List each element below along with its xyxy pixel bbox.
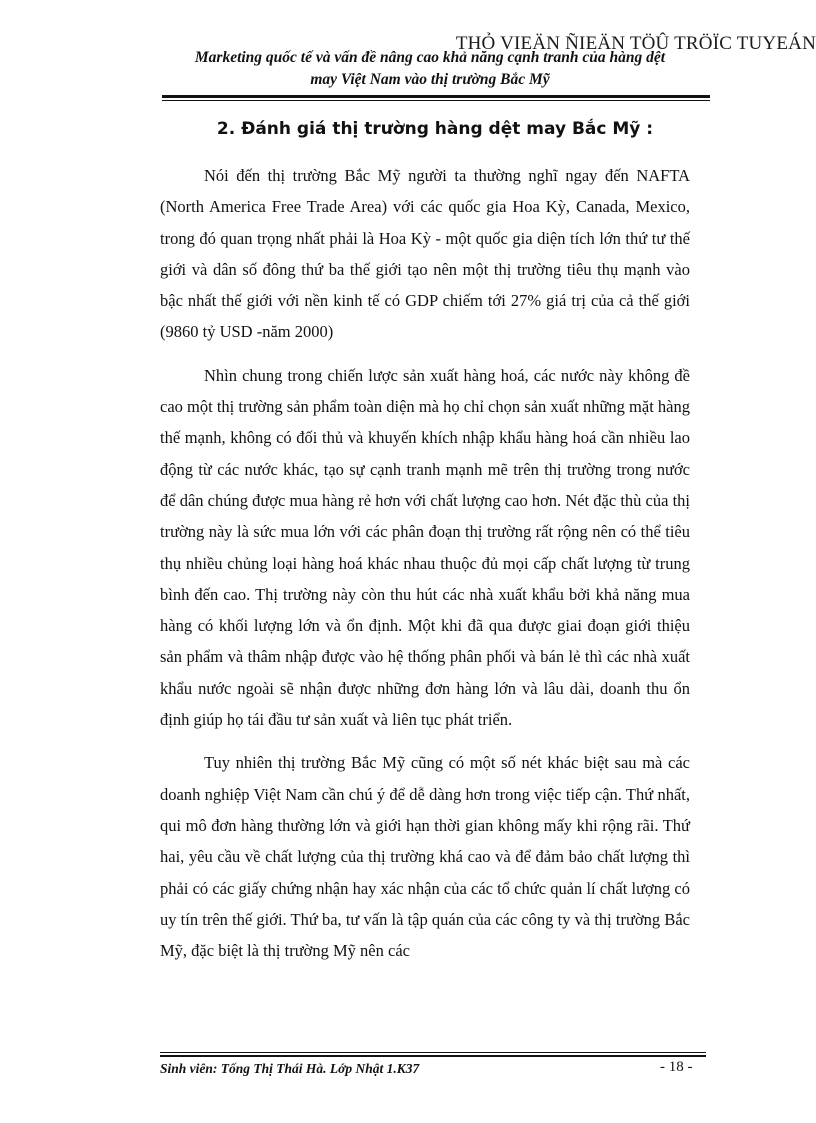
running-header — [150, 47, 710, 91]
page-number: - 18 - — [660, 1059, 693, 1075]
paragraph-2: Nhìn chung trong chiến lược sản xuất hàng hoá, các nước này không đề cao một thị trường sản phẩm toàn diện mà họ chỉ chọn sản xuất những mặt hàng thế mạnh, không có đối thủ và khuyến khích nhập khẩu hàng hoá cần nhiều lao động từ các nước khác, tạo sự cạnh tranh mạnh mẽ trên thị trường trong nước để dân chúng được mua hàng rẻ hơn với chất lượng cao hơn. Nét đặc thù của thị trường này là sức mua lớn với các phân đoạn thị trường rất rộng nên có thể tiêu thụ nhiều chủng loại hàng hoá khác nhau thuộc đủ mọi cấp chất lượng từ trung bình đến cao. Thị trường này còn thu hút các nhà xuất khẩu bởi khả năng mua hàng có khối lượng lớn và ổn định. Một khi đã qua được giai đoạn giới thiệu sản phẩm và thâm nhập được vào hệ thống phân phối và bán lẻ thì các nhà xuất khẩu nước ngoài sẽ nhận được những đơn hàng lớn và lâu dài, doanh thu ổn định giúp họ tái đầu tư sản xuất và liên tục phát triển. — [160, 365, 690, 730]
footer-student-info: Sinh viên: Tống Thị Thái Hà. Lớp Nhật 1.K37 — [160, 1061, 420, 1076]
section-heading: 2. Đánh giá thị trường hàng dệt may Bắc Mỹ : — [216, 119, 654, 139]
watermark-text: THỎ VIEÄN ÑIEÄN TÖÛ TRÖÏC TUYEÁN — [455, 33, 816, 54]
footer-rule-thin — [160, 1052, 706, 1053]
header-rule-thin — [162, 100, 710, 101]
footer-rule-thick — [160, 1055, 706, 1057]
paragraph-1: Nói đến thị trường Bắc Mỹ người ta thường nghĩ ngay đến NAFTA (North America Free Trade Area) với các quốc gia Hoa Kỳ, Canada, Mexico, trong đó quan trọng nhất phải là Hoa Kỳ - một quốc gia diện tích lớn thứ tư thế giới và dân số đông thứ ba thế giới tạo nên một thị trường tiêu thụ mạnh vào bậc nhất thế giới với nền kinh tế có GDP chiếm tới 27% giá trị của cả thế giới (9860 tỷ USD -năm 2000) — [160, 166, 690, 342]
paragraph-3: Tuy nhiên thị trường Bắc Mỹ cũng có một số nét khác biệt sau mà các doanh nghiệp Việt Nam cần chú ý để dễ dàng hơn trong việc tiếp cận. Thứ nhất, qui mô đơn hàng thường lớn và giới hạn thời gian không mấy khi rộng rãi. Thứ hai, yêu cầu về chất lượng của thị trường khá cao và để đảm bảo chất lượng thì phải có các giấy chứng nhận hay xác nhận của các tổ chức quản lí chất lượng có uy tín trên thế giới. Thứ ba, tư vấn là tập quán của các công ty và thị trường Bắc Mỹ, đặc biệt là thị trường Mỹ nên các — [160, 753, 690, 961]
header-title-line-1: Marketing quốc tế và vấn đề nâng cao khả năng cạnh tranh của hàng dệt — [194, 49, 666, 66]
body-text — [160, 160, 690, 978]
header-title-line-2: may Việt Nam vào thị trường Bắc Mỹ — [310, 71, 550, 88]
header-rule-thick — [162, 95, 710, 98]
